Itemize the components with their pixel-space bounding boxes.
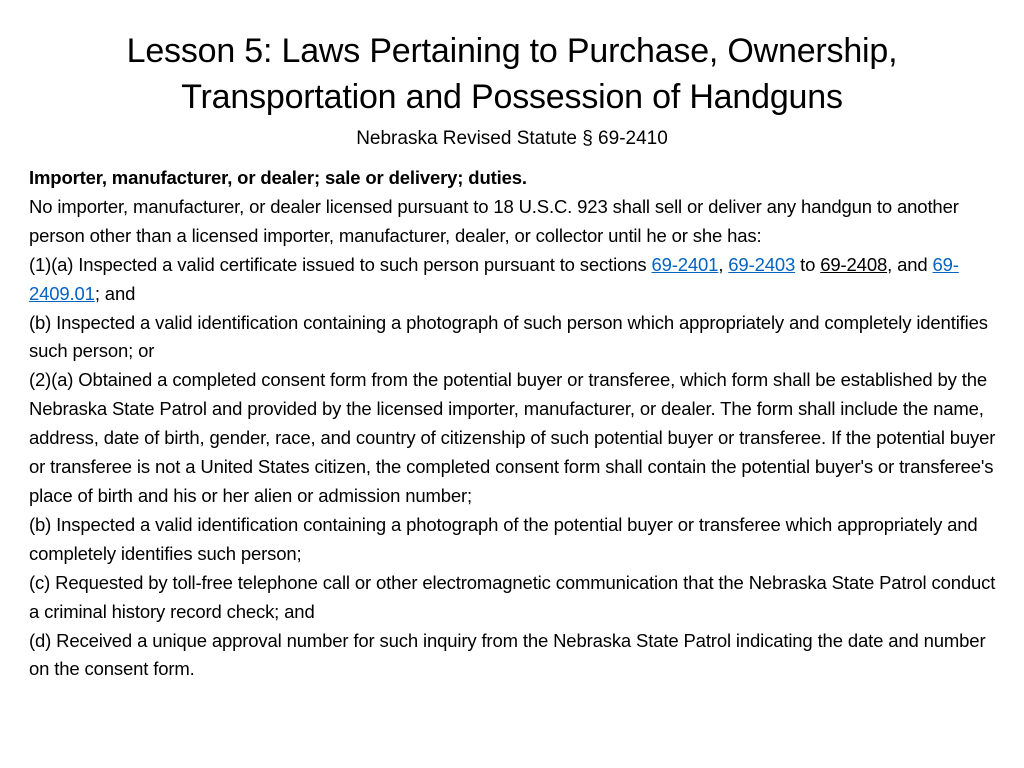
statute-body bbox=[29, 164, 997, 684]
section-link-69-2409-01[interactable]: 69-2409.01 bbox=[29, 253, 959, 304]
slide-title bbox=[40, 28, 984, 120]
section-link-69-2401[interactable]: 69-2401 bbox=[651, 253, 719, 275]
separator: , bbox=[718, 253, 729, 275]
slide-subtitle: Nebraska Revised Statute § 69-2410 bbox=[356, 128, 668, 149]
statute-intro: No importer, manufacturer, or dealer licensed pursuant to 18 U.S.C. 923 shall sell or deliver any handgun to another person other than a licensed importer, manufacturer, dealer, or collector until he or she has: bbox=[29, 195, 959, 246]
statute-paragraph-2c: (c) Requested by toll-free telephone call or other electromagnetic communication that the Nebraska State Patrol conduct a criminal history record check; and bbox=[29, 571, 996, 622]
statute-paragraph-1a bbox=[29, 251, 997, 309]
separator: to bbox=[795, 253, 821, 275]
statute-paragraph-2b: (b) Inspected a valid identification containing a photograph of the potential buyer or transferee which appropriately and completely identifies such person; bbox=[29, 513, 978, 564]
statute-paragraph-2a: (2)(a) Obtained a completed consent form from the potential buyer or transferee, which form shall be established by the Nebraska State Patrol and provided by the licensed importer, manufacturer, or dealer. The form shall include the name, address, date of birth, gender, race, and country of citizenship of such potential buyer or transferee. If the potential buyer or transferee is not a United States citizen, the completed consent form shall contain the potential buyer's or transferee's place of birth and his or her alien or admission number; bbox=[29, 369, 996, 506]
statute-paragraph-1b: (b) Inspected a valid identification containing a photograph of such person which appropriately and completely identifies such person; or bbox=[29, 311, 988, 362]
paragraph-1a-end: ; and bbox=[94, 282, 136, 304]
slide-title-line-2: Transportation and Possession of Handguns bbox=[181, 78, 843, 116]
statute-heading: Importer, manufacturer, or dealer; sale or delivery; duties. bbox=[29, 167, 527, 188]
slide-title-line-1: Lesson 5: Laws Pertaining to Purchase, Ownership, bbox=[126, 32, 898, 70]
statute-paragraph-2d: (d) Received a unique approval number for such inquiry from the Nebraska State Patrol indicating the date and number on the consent form. bbox=[29, 629, 986, 680]
section-link-69-2403[interactable]: 69-2403 bbox=[728, 253, 796, 275]
separator: , and bbox=[887, 253, 933, 275]
paragraph-1a-text: (1)(a) Inspected a valid certificate issued to such person pursuant to sections bbox=[29, 253, 652, 275]
section-ref-69-2408: 69-2408 bbox=[820, 253, 888, 275]
